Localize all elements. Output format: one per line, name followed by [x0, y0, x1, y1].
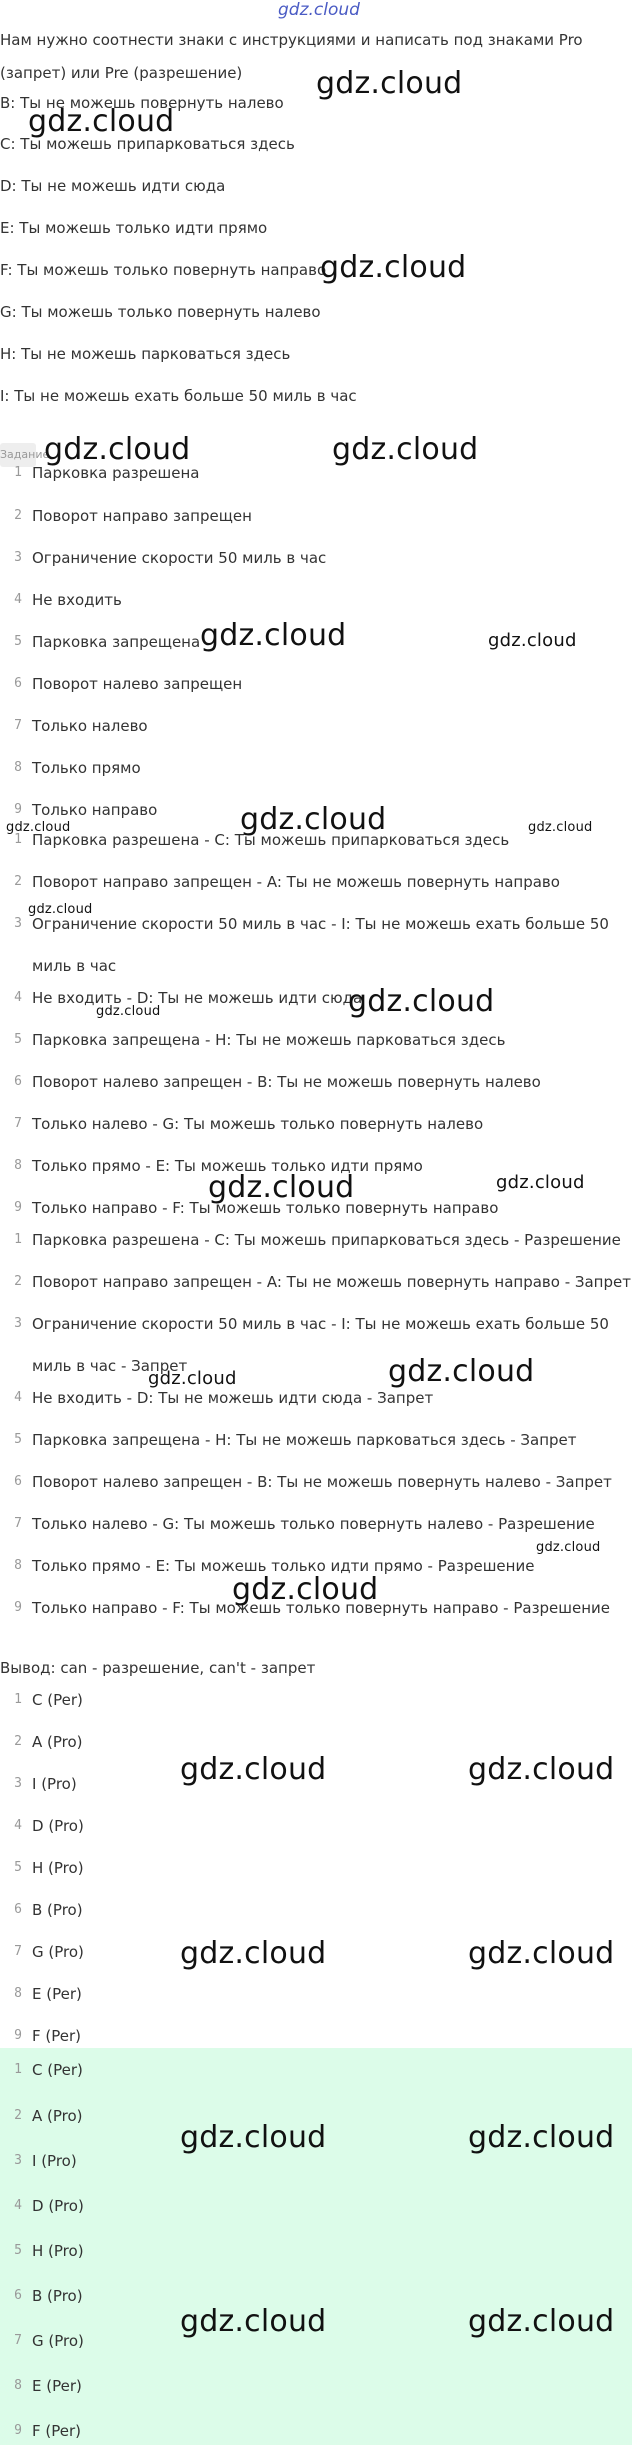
list-item-number: 1	[14, 832, 22, 847]
list-item-text: Не входить - D: Ты не можешь идти сюда - Запрет	[32, 1389, 434, 1407]
list-item-number: 6	[14, 2288, 22, 2303]
watermark-logo: gdz.cloud	[536, 1540, 601, 1555]
list-item-text: Парковка запрещена - H: Ты не можешь парковаться здесь	[32, 1031, 506, 1049]
instruction-d: D: Ты не можешь идти сюда	[0, 177, 226, 195]
site-logo[interactable]: gdz.cloud	[278, 0, 360, 20]
list-item-number: 6	[14, 1474, 22, 1489]
list-item-text: C (Per)	[32, 1691, 83, 1709]
list-item-text: Только прямо - E: Ты можешь только идти прямо	[32, 1157, 423, 1175]
list-item-text: Ограничение скорости 50 миль в час - I: Ты не можешь ехать больше 50 миль в час	[32, 915, 609, 975]
list-item-number: 8	[14, 1158, 22, 1173]
list-item-number: 5	[14, 1032, 22, 1047]
watermark-logo: gdz.cloud	[180, 1936, 327, 1971]
watermark-logo: gdz.cloud	[496, 1172, 585, 1193]
task-badge: Задание	[0, 443, 36, 467]
list-item-number: 7	[14, 1116, 22, 1131]
instruction-i: I: Ты не можешь ехать больше 50 миль в час	[0, 387, 357, 405]
watermark-logo: gdz.cloud	[316, 66, 463, 101]
list-item-number: 3	[14, 916, 22, 931]
watermark-logo: gdz.cloud	[200, 618, 347, 653]
list-item-text: G (Pro)	[32, 2332, 84, 2350]
list-item-text: Не входить - D: Ты не можешь идти сюда	[32, 989, 363, 1007]
list-item-text: H (Pro)	[32, 2242, 84, 2260]
watermark-logo: gdz.cloud	[180, 2120, 327, 2155]
list-item-number: 7	[14, 2333, 22, 2348]
list-item-number: 5	[14, 2243, 22, 2258]
list-item-number: 6	[14, 1074, 22, 1089]
list-item-number: 6	[14, 1902, 22, 1917]
list-item-text: Не входить	[32, 591, 122, 609]
list-item-number: 5	[14, 634, 22, 649]
list-item-text: Только прямо - E: Ты можешь только идти прямо - Разрешение	[32, 1557, 535, 1575]
list-item-text: Парковка разрешена - C: Ты можешь припарковаться здесь	[32, 831, 510, 849]
watermark-logo: gdz.cloud	[332, 432, 479, 467]
list-item-text: Поворот налево запрещен - B: Ты не можешь повернуть налево	[32, 1073, 541, 1091]
list-item-text: Ограничение скорости 50 миль в час - I: Ты не можешь ехать больше 50 миль в час - Запрет	[32, 1315, 609, 1375]
watermark-logo: gdz.cloud	[528, 820, 593, 835]
list-item-number: 4	[14, 1818, 22, 1833]
list-item-number: 9	[14, 2028, 22, 2043]
list-item-text: Поворот направо запрещен	[32, 507, 252, 525]
watermark-logo: gdz.cloud	[180, 1752, 327, 1787]
list-item-number: 3	[14, 1316, 22, 1331]
watermark-logo: gdz.cloud	[468, 1752, 615, 1787]
list-item-text: F (Per)	[32, 2422, 82, 2440]
list-item-text: E (Per)	[32, 2377, 82, 2395]
list-item-number: 2	[14, 1734, 22, 1749]
watermark-logo: gdz.cloud	[468, 1936, 615, 1971]
intro-line-2: (запрет) или Pre (разрешение)	[0, 64, 243, 82]
list-item-text: A (Pro)	[32, 2107, 83, 2125]
list-item-text: Парковка разрешена	[32, 464, 200, 482]
list-item-text: I (Pro)	[32, 1775, 77, 1793]
watermark-logo: gdz.cloud	[488, 630, 577, 651]
list-item-number: 3	[14, 2153, 22, 2168]
list-item-text: Парковка запрещена	[32, 633, 201, 651]
list-item-number: 4	[14, 990, 22, 1005]
list-item-number: 7	[14, 1944, 22, 1959]
list-item-number: 8	[14, 2378, 22, 2393]
list-item-text: B (Pro)	[32, 1901, 83, 1919]
list-item-text: Только направо - F: Ты можешь только повернуть направо	[32, 1199, 499, 1217]
list-item-number: 9	[14, 802, 22, 817]
instruction-c: C: Ты можешь припарковаться здесь	[0, 135, 295, 153]
list-item-text: B (Pro)	[32, 2287, 83, 2305]
list-item-number: 5	[14, 1860, 22, 1875]
watermark-logo: gdz.cloud	[468, 2120, 615, 2155]
watermark-logo: gdz.cloud	[44, 432, 191, 467]
list-item-text: G (Pro)	[32, 1943, 84, 1961]
list-item-text: Только налево	[32, 717, 148, 735]
list-item-number: 4	[14, 2198, 22, 2213]
list-item-number: 1	[14, 1232, 22, 1247]
instruction-f: F: Ты можешь только повернуть направо	[0, 261, 327, 279]
list-item-text: Поворот направо запрещен - A: Ты не можешь повернуть направо - Запрет	[32, 1273, 631, 1291]
instruction-b: B: Ты не можешь повернуть налево	[0, 94, 284, 112]
watermark-logo: gdz.cloud	[6, 820, 71, 835]
list-item-text: C (Per)	[32, 2061, 83, 2079]
list-item-number: 8	[14, 760, 22, 775]
watermark-logo: gdz.cloud	[232, 1572, 379, 1607]
list-item-number: 2	[14, 1274, 22, 1289]
watermark-logo: gdz.cloud	[348, 984, 495, 1019]
list-item-text: F (Per)	[32, 2027, 82, 2045]
list-item-number: 1	[14, 1692, 22, 1707]
list-item-text: Поворот налево запрещен	[32, 675, 243, 693]
instruction-h: H: Ты не можешь парковаться здесь	[0, 345, 291, 363]
list-item-number: 2	[14, 2108, 22, 2123]
list-item-number: 8	[14, 1986, 22, 2001]
list-item-number: 9	[14, 1200, 22, 1215]
watermark-logo: gdz.cloud	[28, 902, 93, 917]
watermark-logo: gdz.cloud	[468, 2304, 615, 2339]
watermark-logo: gdz.cloud	[28, 104, 175, 139]
list-item-number: 1	[14, 465, 22, 480]
list-item-number: 1	[14, 2062, 22, 2077]
list-item-number: 5	[14, 1432, 22, 1447]
intro-line-1: Нам нужно соотнести знаки с инструкциями и написать под знаками Pro	[0, 31, 583, 49]
watermark-logo: gdz.cloud	[208, 1170, 355, 1205]
instruction-g: G: Ты можешь только повернуть налево	[0, 303, 321, 321]
list-item-number: 9	[14, 1600, 22, 1615]
list-item-number: 9	[14, 2423, 22, 2438]
list-item-text: D (Pro)	[32, 2197, 84, 2215]
list-item-number: 4	[14, 1390, 22, 1405]
list-item-text: Поворот направо запрещен - A: Ты не можешь повернуть направо	[32, 873, 560, 891]
list-item-number: 2	[14, 874, 22, 889]
list-item-text: E (Per)	[32, 1985, 82, 2003]
list-item-text: Только налево - G: Ты можешь только повернуть налево - Разрешение	[32, 1515, 595, 1533]
list-item-text: Поворот налево запрещен - B: Ты не можешь повернуть налево - Запрет	[32, 1473, 612, 1491]
list-item-number: 8	[14, 1558, 22, 1573]
list-item-text: Только направо - F: Ты можешь только повернуть направо - Разрешение	[32, 1599, 611, 1617]
list-item-text: Только налево - G: Ты можешь только повернуть налево	[32, 1115, 484, 1133]
conclusion-text: Вывод: can - разрешение, can't - запрет	[0, 1659, 316, 1677]
watermark-logo: gdz.cloud	[388, 1354, 535, 1389]
list-item-text: Только прямо	[32, 759, 141, 777]
list-item-text: Парковка разрешена - C: Ты можешь припарковаться здесь - Разрешение	[32, 1231, 621, 1249]
list-item-number: 4	[14, 592, 22, 607]
list-item-number: 3	[14, 1776, 22, 1791]
list-item-text: I (Pro)	[32, 2152, 77, 2170]
list-item-number: 6	[14, 676, 22, 691]
list-item-number: 3	[14, 550, 22, 565]
watermark-logo: gdz.cloud	[320, 250, 467, 285]
watermark-logo: gdz.cloud	[180, 2304, 327, 2339]
list-item-number: 2	[14, 508, 22, 523]
list-item-text: A (Pro)	[32, 1733, 83, 1751]
list-item-text: Только направо	[32, 801, 158, 819]
list-item-number: 7	[14, 718, 22, 733]
list-item-text: H (Pro)	[32, 1859, 84, 1877]
list-item-number: 7	[14, 1516, 22, 1531]
list-item-text: D (Pro)	[32, 1817, 84, 1835]
watermark-logo: gdz.cloud	[96, 1004, 161, 1019]
list-item-text: Парковка запрещена - H: Ты не можешь парковаться здесь - Запрет	[32, 1431, 577, 1449]
watermark-logo: gdz.cloud	[240, 802, 387, 837]
instruction-e: E: Ты можешь только идти прямо	[0, 219, 268, 237]
answer-block	[0, 2048, 632, 2445]
list-item-text: Ограничение скорости 50 миль в час	[32, 549, 327, 567]
watermark-logo: gdz.cloud	[148, 1368, 237, 1389]
